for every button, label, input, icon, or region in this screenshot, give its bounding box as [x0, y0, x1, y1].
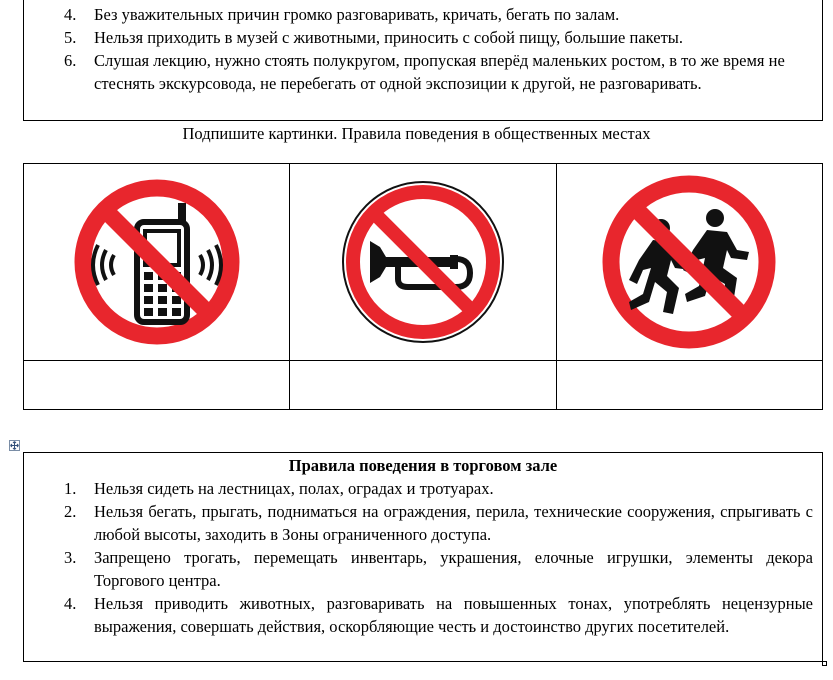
museum-rules-list: [24, 3, 822, 95]
list-item-text: Нельзя сидеть на лестницах, полах, оградах и тротуарах.: [94, 479, 494, 498]
list-item-text: Без уважительных причин громко разговаривать, кричать, бегать по залам.: [94, 5, 620, 24]
sign-label-cell[interactable]: [24, 361, 290, 410]
table-row: [24, 164, 823, 361]
list-item-text: Нельзя приходить в музей с животными, приносить с собой пищу, большие пакеты.: [94, 28, 683, 47]
list-item-number: 1.: [64, 479, 77, 498]
list-item: [24, 477, 822, 500]
signs-table: [23, 163, 823, 410]
no-horn-icon: [338, 177, 508, 347]
museum-rules-box: [23, 0, 823, 121]
table-resize-handle[interactable]: [822, 661, 827, 666]
sign-label-cell[interactable]: [556, 361, 822, 410]
list-item: [24, 592, 822, 638]
list-item-number: 6.: [64, 51, 77, 70]
list-item-text: Нельзя бегать, прыгать, подниматься на ограждения, перила, технические сооружения, спрыгивать с любой высоты, заходить в Зоны ограниченного доступа.: [94, 502, 813, 544]
exercise-title: Подпишите картинки. Правила поведения в общественных местах: [182, 124, 651, 143]
section-title: Правила поведения в торговом зале: [288, 456, 558, 475]
list-item: [24, 3, 822, 26]
list-item: [24, 546, 822, 592]
no-running-icon: [599, 172, 779, 352]
list-item-number: 4.: [64, 5, 77, 24]
list-item-number: 3.: [64, 548, 77, 567]
list-item-text: Запрещено трогать, перемещать инвентарь, украшения, елочные игрушки, элементы декора Торгового центра.: [94, 548, 813, 590]
no-mobile-phone-icon: [72, 177, 242, 347]
sign-cell-phone: [24, 164, 290, 361]
table-row: [24, 361, 823, 410]
list-item: [24, 49, 822, 95]
list-item: [24, 500, 822, 546]
sign-label-cell[interactable]: [290, 361, 556, 410]
list-item-text: Слушая лекцию, нужно стоять полукругом, пропуская вперёд маленьких ростом, в то же время не стеснять экскурсовода, не перебегать от одной экспозиции к другой, не разговаривать.: [94, 51, 785, 93]
table-move-handle-icon[interactable]: [9, 440, 20, 451]
list-item-number: 5.: [64, 28, 77, 47]
shopping-hall-rules-list: [24, 477, 822, 638]
list-item: [24, 26, 822, 49]
list-item-number: 2.: [64, 502, 77, 521]
list-item-number: 4.: [64, 594, 77, 613]
sign-cell-running: [556, 164, 822, 361]
sign-cell-horn: [290, 164, 556, 361]
list-item-text: Нельзя приводить животных, разговаривать на повышенных тонах, употреблять нецензурные выражения, совершать действия, оскорбляющие честь и достоинство других посетителей.: [94, 594, 813, 636]
shopping-hall-rules-box: [23, 452, 823, 662]
